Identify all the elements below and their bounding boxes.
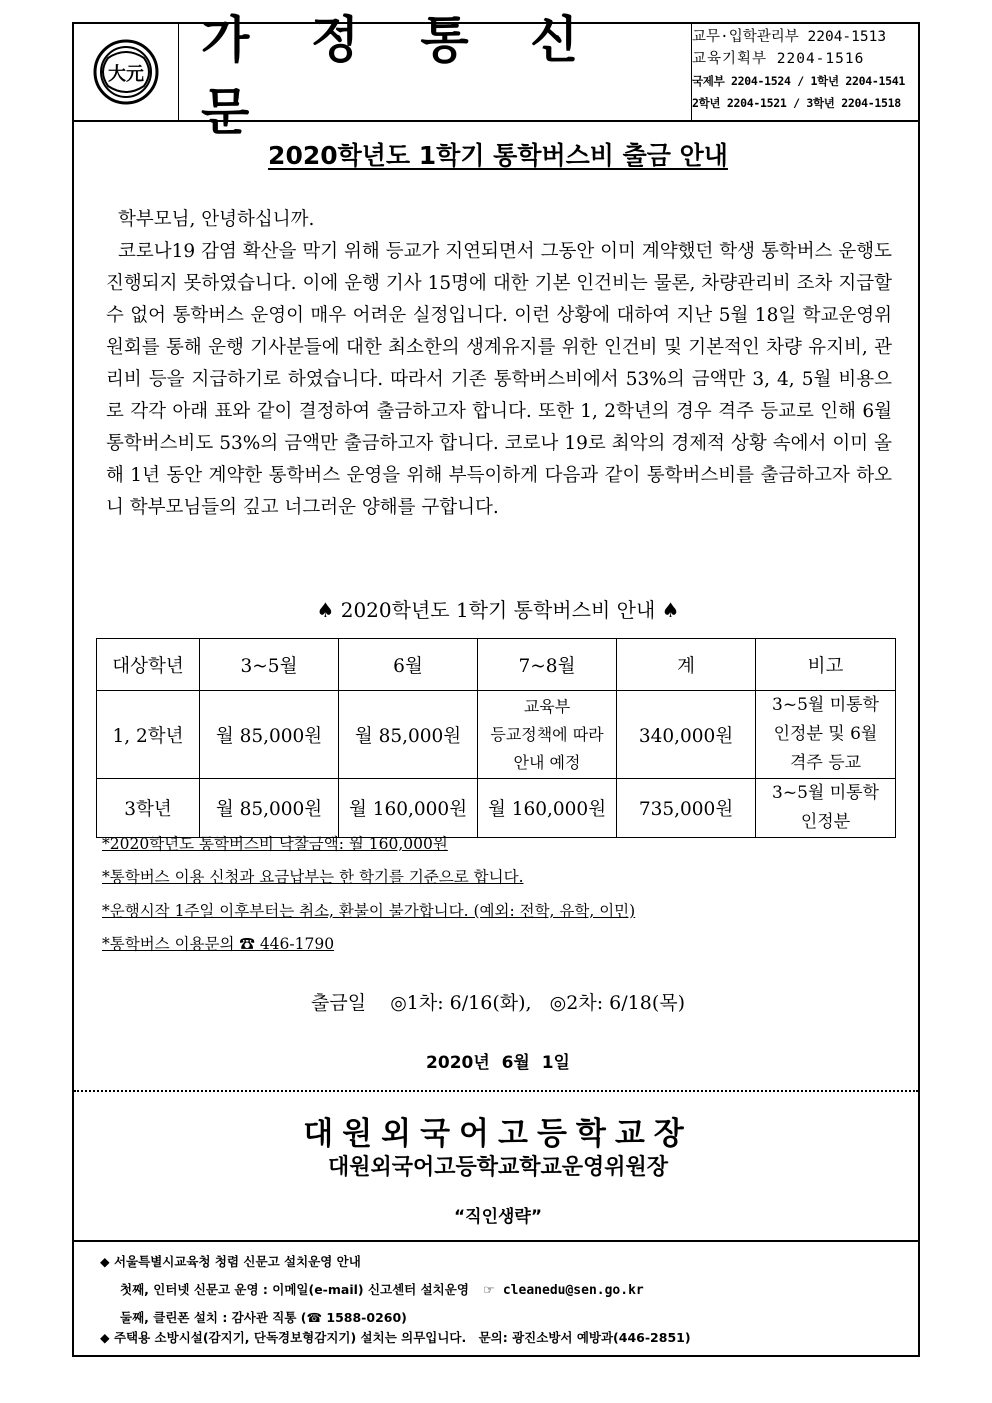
payment-days: 출금일 ◎1차: 6/16(화), ◎2차: 6/18(목): [311, 992, 685, 1014]
letter-body: [106, 204, 892, 524]
document-title: 2020학년도 1학기 통학버스비 출금 안내: [268, 141, 728, 170]
total-cell: 340,000원: [617, 691, 756, 779]
phone-directory: [692, 26, 918, 114]
notice-frame: [72, 11, 920, 1357]
table-row: [97, 779, 896, 838]
table-header: 대상학년: [97, 639, 200, 691]
fee-cell: 월 85,000원: [200, 779, 339, 838]
note-item: *통학버스 이용 신청과 요금납부는 한 학기를 기준으로 합니다.: [102, 868, 524, 886]
logo-cell: [74, 24, 179, 120]
fee-section-title: ♠ 2020학년도 1학기 통학버스비 안내 ♠: [316, 598, 680, 622]
table-header-row: [97, 639, 896, 691]
grade-cell: 3학년: [97, 779, 200, 838]
fee-cell: 교육부 등교정책에 따라 안내 예정: [478, 691, 617, 779]
grade-cell: 1, 2학년: [97, 691, 200, 779]
table-header: 7~8월: [478, 639, 617, 691]
title-cell: [179, 11, 692, 141]
phone-line: 교육기획부 2204-1516: [692, 51, 865, 67]
svg-text:大元: 大元: [108, 64, 144, 85]
fee-cell: 월 160,000원: [478, 779, 617, 838]
note-item: *2020학년도 통학버스비 낙찰금액: 월 160,000원: [102, 835, 448, 853]
footer-line: 둘째, 클린폰 설치 : 감사관 직통 (☎ 1588-0260): [120, 1310, 407, 1325]
total-cell: 735,000원: [617, 779, 756, 838]
principal-signature: 대원외국어고등학교장: [303, 1116, 693, 1152]
body-paragraph: 코로나19 감염 확산을 막기 위해 등교가 지연되면서 그동안 이미 계약했던 학생 통학버스 운행도 진행되지 못하였습니다. 이에 운행 기사 15명에 대한 기본 인건비는 물론, 차량관리비 조차 지급할 수 없어 통학버스 운영이 매우 어려운 실정입니다. 이런 상황에 대하여 지난 5월 18일 학교운영위원회를 통해 운행 기사분들에 대한 최소한의 생계유지를 위한 인건비 및 기본적인 차량 유지비, 관리비 등을 지급하기로 하였습니다. 따라서 기존 통학버스비에서 53%의 금액만 3, 4, 5월 비용으로 각각 아래 표와 같이 결정하여 출금하고자 합니다. 또한 1, 2학년의 경우 격주 등교로 인해 6월 통학버스비도 53%의 금액만 출금하고자 합니다. 코로나 19로 최악의 경제적 상황 속에서 이미 올해 1년 동안 계약한 통학버스 운영을 위해 부득이하게 다음과 같이 통학버스비를 출금하고자 하오니 학부모님들의 깊고 너그러운 양해를 구합니다.: [106, 241, 892, 518]
greeting: 학부모님, 안녕하십니까.: [118, 209, 315, 230]
table-header: 비고: [756, 639, 896, 691]
issue-date: 2020년 6월 1일: [426, 1053, 570, 1073]
table-header: 3~5월: [200, 639, 339, 691]
note-item: *운행시작 1주일 이후부터는 취소, 환불이 불가합니다. (예외: 전학, 유학, 이민): [102, 902, 636, 920]
dotted-divider: [74, 1090, 918, 1092]
footer-line: ◆ 주택용 소방시설(감지기, 단독경보형감지기) 설치는 의무입니다. 문의: 광진소방서 예방과(446-2851): [100, 1330, 691, 1345]
fee-cell: 월 85,000원: [339, 691, 478, 779]
footer-heading: ◆ 서울특별시교육청 청렴 신문고 설치운영 안내: [100, 1254, 361, 1269]
remark-cell: 3~5월 미통학 인정분 및 6월 격주 등교: [756, 691, 896, 779]
pointing-hand-icon: ☞: [483, 1282, 495, 1297]
newsletter-title: 가 정 통 신 문: [201, 11, 601, 141]
phone-line: 국제부 2204-1524 / 1학년 2204-1541: [692, 74, 906, 88]
fee-cell: 월 85,000원: [200, 691, 339, 779]
footer-line: 첫째, 인터넷 신문고 운영 : 이메일(e-mail) 신고센터 설치운영 ☞ cleanedu@sen.go.kr: [120, 1282, 644, 1298]
committee-signature: 대원외국어고등학교학교운영위원장: [327, 1155, 669, 1180]
table-header: 계: [617, 639, 756, 691]
footer-divider: [74, 1240, 918, 1242]
seal-omitted: “직인생략”: [453, 1207, 543, 1227]
fee-table: [96, 638, 896, 838]
fee-cell: 월 160,000원: [339, 779, 478, 838]
phone-line: 교무·입학관리부 2204-1513: [692, 29, 887, 45]
remark-cell: 3~5월 미통학 인정분: [756, 779, 896, 838]
table-row: [97, 691, 896, 779]
header: [74, 11, 918, 141]
phone-line: 2학년 2204-1521 / 3학년 2204-1518: [692, 96, 901, 110]
school-logo-icon: [74, 24, 178, 120]
note-item: *통학버스 이용문의 ☎ 446-1790: [102, 935, 335, 953]
table-header: 6월: [339, 639, 478, 691]
email-link[interactable]: cleanedu@sen.go.kr: [502, 1283, 644, 1298]
